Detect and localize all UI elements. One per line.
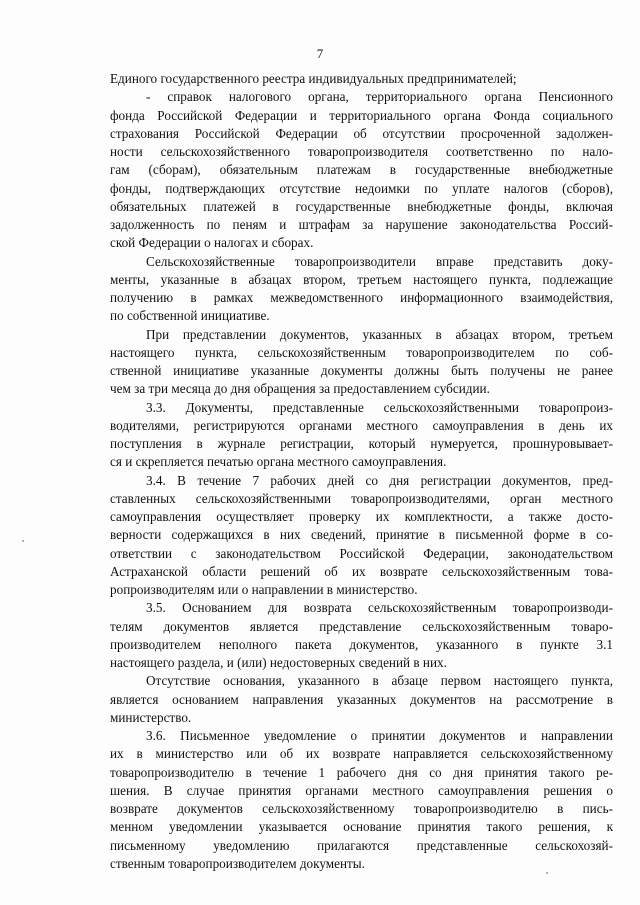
text-line: обязательных платежей в государственные внебюджетные фонды, включая xyxy=(110,198,613,214)
text-line: фонда Российской Федерации и территориального органа Фонда социального xyxy=(110,107,613,123)
text-line: ставленных сельскохозяйственными товаропроизводителями, орган местного xyxy=(110,490,613,506)
text-line: Единого государственного реестра индивидуальных предпринимателей; xyxy=(110,71,517,86)
text-line: поступления в журнале регистрации, который нумеруется, прошнуровывает- xyxy=(110,436,613,451)
text-line: получению в рамках межведомственного информационного взаимодействия, xyxy=(110,290,613,305)
text-line: 3.6. Письменное уведомление о принятии документов и направлении xyxy=(146,728,613,743)
text-line: задолженность по пеням и штрафам за нарушение законодательства Россий- xyxy=(110,217,613,232)
text-line: При представлении документов, указанных в абзацах втором, третьем xyxy=(146,326,613,342)
text-line: возврате документов сельскохозяйственному товаропроизводителю в пись- xyxy=(110,801,613,816)
text-line: ности сельскохозяйственного товаропроизводителя соответственно по нало- xyxy=(110,144,613,159)
text-line: ропроизводителям или о направлении в министерство. xyxy=(110,582,418,597)
text-line: настоящего пункта, сельскохозяйственным товаропроизводителем по соб- xyxy=(110,344,613,360)
text-line: ся и скрепляется печатью органа местного самоуправления. xyxy=(110,454,447,470)
text-line: 3.4. В течение 7 рабочих дней со дня регистрации документов, пред- xyxy=(146,472,613,488)
text-line: письменному уведомлению прилагаются представленные сельскохозяй- xyxy=(110,837,613,853)
text-line: менном уведомлении указывается основание принятия такого решения, к xyxy=(110,819,613,835)
text-line: чем за три месяца до дня обращения за предоставлением субсидии. xyxy=(110,381,490,397)
text-line: ственным товаропроизводителем документы. xyxy=(110,855,365,871)
text-line: страхования Российской Федерации об отсутствии просроченной задолжен- xyxy=(110,125,613,141)
text-line: производителем неполного пакета документов, указанного в пункте 3.1 xyxy=(110,636,613,652)
text-line: шения. В случае принятия органами местного самоуправления решения о xyxy=(110,782,613,798)
text-line: товаропроизводителю в течение 1 рабочего дня со дня принятия такого ре- xyxy=(110,764,613,780)
body-text xyxy=(110,70,613,873)
text-line: Отсутствие основания, указанного в абзаце первом настоящего пункта, xyxy=(146,673,613,689)
scan-speck xyxy=(22,540,24,542)
text-line: водителями, регистрируются органами местного самоуправления в день их xyxy=(110,417,613,433)
page-number: 7 xyxy=(316,46,324,61)
text-line: Сельскохозяйственные товаропроизводители вправе представить доку- xyxy=(146,253,613,269)
text-line: ответствии с законодательством Российской Федерации, законодательством xyxy=(110,545,613,561)
text-line: ской Федерации о налогах и сборах. xyxy=(110,235,314,251)
text-line: менты, указанные в абзацах втором, третьем настоящего пункта, подлежащие xyxy=(110,271,613,287)
text-line: телям документов является представление сельскохозяйственным товаро- xyxy=(110,618,613,634)
text-line: Астраханской области решений об их возврате сельскохозяйственным това- xyxy=(110,563,613,579)
text-line: верности содержащихся в них сведений, принятие в письменной форме в со- xyxy=(110,527,613,543)
text-line: ственной инициативе указанные документы должны быть получены не ранее xyxy=(110,363,613,378)
scan-speck xyxy=(546,872,548,874)
text-line: министерство. xyxy=(110,709,192,725)
text-line: фонды, подтверждающих отсутствие недоимки по уплате налогов (сборов), xyxy=(110,180,613,196)
text-line: является основанием направления указанных документов на рассмотрение в xyxy=(110,691,613,707)
text-line: 3.3. Документы, представленные сельскохозяйственными товаропроиз- xyxy=(146,399,613,415)
text-line: по собственной инициативе. xyxy=(110,308,270,324)
text-line: настоящего раздела, и (или) недостоверных сведений в них. xyxy=(110,655,447,670)
text-line: - справок налогового органа, территориального органа Пенсионного xyxy=(146,89,613,105)
text-line: самоуправления осуществляет проверку их комплектности, а также досто- xyxy=(110,509,613,524)
text-line: гам (сборам), обязательным платежам в государственные внебюджетные xyxy=(110,162,613,178)
text-line: 3.5. Основанием для возврата сельскохозяйственным товаропроизводи- xyxy=(146,600,613,616)
text-line: их в министерство или об их возврате направляется сельскохозяйственному xyxy=(110,746,613,762)
